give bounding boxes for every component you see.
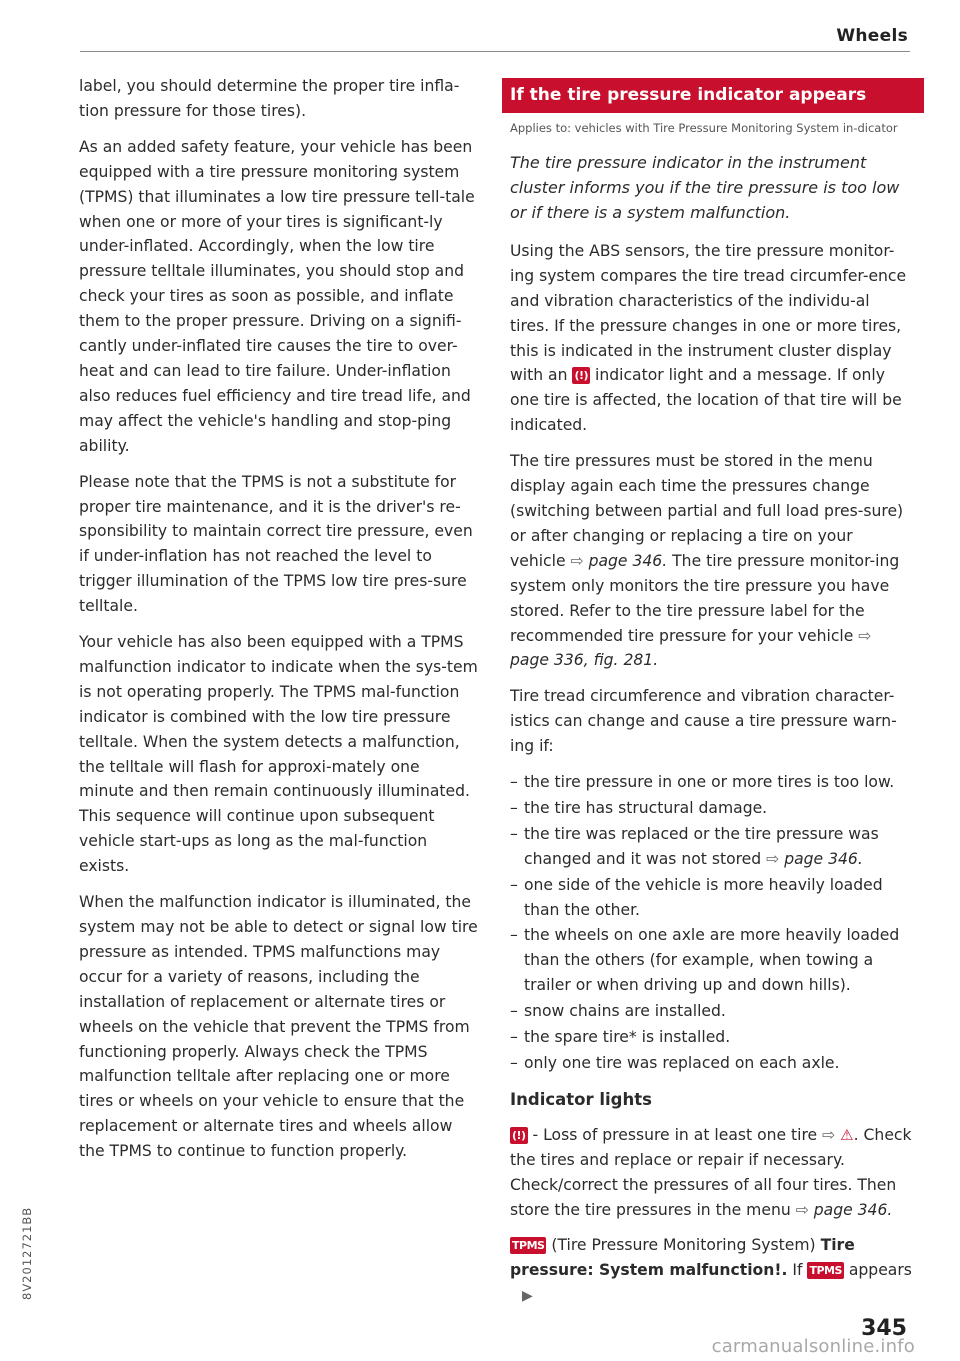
paragraph: TPMS (Tire Pressure Monitoring System) Tire pressure: System malfunction!. If TPMS appears ▶ <box>510 1236 912 1305</box>
tire-pressure-warning-icon: (!) <box>512 1128 526 1142</box>
watermark: carmanualsonline.info <box>711 1336 915 1357</box>
paragraph: As an added safety feature, your vehicle has been equipped with a tire pressure monitoring system (TPMS) that illuminates a low tire pressure tell-tale when one or more of your tires is significant-ly under-inflated. Accordingly, when the low tire pressure telltale illuminates, you should stop and check your tires as soon as possible, and inflate them to the proper pressure. Driving on a signifi-cantly under-inflated tire causes the tire to over-heat and can lead to tire failure. Under-inflation also reduces fuel efficiency and tire tread life, and may affect the vehicle's handling and stop-ping ability. <box>79 137 475 455</box>
list-item: – the tire pressure in one or more tires is too low. <box>510 770 912 795</box>
header-divider <box>80 51 910 52</box>
section-heading: If the tire pressure indicator appears <box>502 78 924 113</box>
tpms-icon: TPMS <box>809 1264 842 1278</box>
paragraph: Tire tread circumference and vibration character-istics can change and cause a tire pressure warn-ing if: <box>510 687 897 756</box>
arrow-right-icon: ⇨ <box>795 1200 809 1219</box>
arrow-right-icon: ⇨ <box>822 1125 836 1144</box>
tpms-icon: TPMS <box>512 1239 545 1253</box>
arrow-right-icon: ⇨ <box>858 626 872 645</box>
list-item: – the wheels on one axle are more heavily loaded than the others (for example, when towing a trailer or when driving up and down hills). <box>510 923 912 998</box>
warning-triangle-icon: ⚠ <box>840 1125 854 1144</box>
left-column <box>79 74 479 1175</box>
page-reference-link[interactable]: page 346. <box>784 849 863 868</box>
list-item: – only one tire was replaced on each axle. <box>510 1051 912 1076</box>
indicator-lights-heading: Indicator lights <box>510 1089 652 1109</box>
list-item: – the tire was replaced or the tire pressure was changed and it was not stored ⇨ page 346. <box>510 822 912 872</box>
paragraph: label, you should determine the proper tire infla-tion pressure for those tires). <box>79 77 460 120</box>
page-reference-link[interactable]: page 346. <box>813 1200 893 1219</box>
list-item: – the tire has structural damage. <box>510 796 912 821</box>
paragraph: When the malfunction indicator is illuminated, the system may not be able to detect or signal low tire pressure as intended. TPMS malfunctions may occur for a variety of reasons, including the installation of replacement or alternate tires or wheels on the vehicle that prevent the TPMS from functioning properly. Always check the TPMS malfunction telltale after replacing one or more tires or wheels on your vehicle to ensure that the replacement or alternate tires and wheels allow the TPMS to continue to function properly. <box>79 893 478 1161</box>
right-column <box>510 74 912 1320</box>
page-number: 345 <box>861 1316 907 1341</box>
paragraph: Your vehicle has also been equipped with a TPMS malfunction indicator to indicate when the sys-tem is not operating properly. The TPMS mal-function indicator is combined with the low tire pressure telltale. When the system detects a malfunction, the telltale will flash for approxi-mately one minute and then remain continuously illuminated. This sequence will continue upon subsequent vehicle start-ups as long as the mal-function exists. <box>79 633 478 876</box>
document-code: 8V2012721BB <box>20 1206 34 1300</box>
continue-arrow-icon: ▶ <box>522 1288 533 1305</box>
tire-pressure-warning-icon: (!) <box>574 369 589 383</box>
arrow-right-icon: ⇨ <box>766 849 780 868</box>
paragraph: Using the ABS sensors, the tire pressure monitor-ing system compares the tire tread circumfer-ence and vibration characteristics of the individu-al tires. If the pressure changes in one or more tires, this is indicated in the instrument cluster display with an (!) indicator light and a message. If only one tire is affected, the location of that tire will be indicated. <box>510 241 907 435</box>
list-item: – the spare tire* is installed. <box>510 1025 912 1050</box>
list-item: – one side of the vehicle is more heavily loaded than the other. <box>510 873 912 923</box>
paragraph: (!) - Loss of pressure in at least one tire ⇨ ⚠. Check the tires and replace or repair if necessary. Check/correct the pressures of all four tires. Then store the tire pressures in the menu ⇨ page 346. <box>510 1125 912 1219</box>
paragraph: Please note that the TPMS is not a substitute for proper tire maintenance, and it is the driver's re-sponsibility to maintain correct tire pressure, even if under-inflation has not reached the level to trigger illumination of the TPMS low tire pres-sure telltale. <box>79 472 473 616</box>
section-title: Wheels <box>836 26 908 46</box>
warning-conditions-list <box>510 770 912 1076</box>
arrow-right-icon: ⇨ <box>570 551 584 570</box>
paragraph: The tire pressures must be stored in the menu display again each time the pressures change (switching between partial and full load pres-sure) or after changing or replacing a tire on your vehicle ⇨ page 346. The tire pressure monitor-ing system only monitors the tire pressure you have stored. Refer to the tire pressure label for the recommended tire pressure for your vehicle ⇨ page 336, fig. 281. <box>510 452 904 670</box>
list-item: – snow chains are installed. <box>510 999 912 1024</box>
page-reference-link[interactable]: page 336, fig. 281. <box>510 651 659 670</box>
page-reference-link[interactable]: page 346. <box>588 551 668 570</box>
applies-to-note: Applies to: vehicles with Tire Pressure Monitoring System in-dicator <box>510 120 898 135</box>
intro-paragraph: The tire pressure indicator in the instrument cluster informs you if the tire pressure is too low or if there is a system malfunction. <box>510 152 900 222</box>
